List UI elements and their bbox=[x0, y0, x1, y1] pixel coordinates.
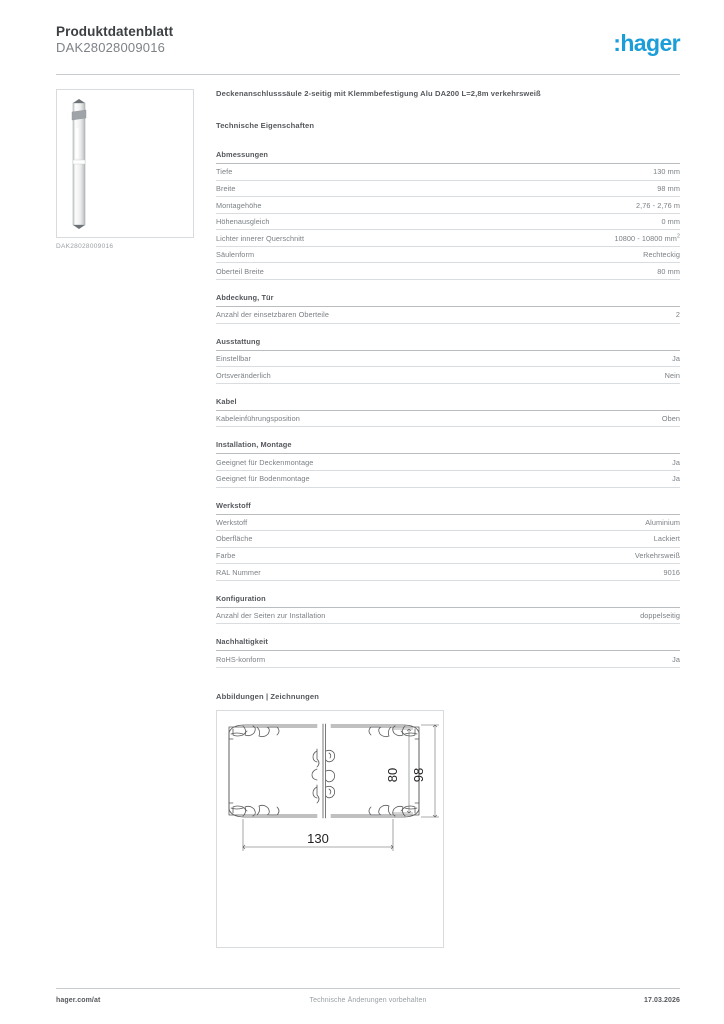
spec-row bbox=[216, 351, 680, 368]
spec-section bbox=[216, 337, 680, 384]
spec-row bbox=[216, 411, 680, 428]
spec-value: doppelseitig bbox=[640, 611, 680, 621]
footer-divider bbox=[56, 988, 680, 989]
spec-label: Tiefe bbox=[216, 167, 233, 177]
spec-label: Oberfläche bbox=[216, 534, 253, 544]
spec-section-title: Werkstoff bbox=[216, 501, 680, 515]
product-column-illustration bbox=[69, 98, 91, 231]
spec-row bbox=[216, 214, 680, 231]
spec-row bbox=[216, 263, 680, 280]
spec-section bbox=[216, 501, 680, 581]
spec-section-title: Ausstattung bbox=[216, 337, 680, 351]
spec-section bbox=[216, 637, 680, 668]
spec-value: Verkehrsweiß bbox=[634, 551, 680, 561]
product-image-box bbox=[56, 89, 194, 238]
page-header bbox=[56, 24, 680, 72]
spec-value: 130 mm bbox=[653, 167, 680, 177]
spec-label: Anzahl der Seiten zur Installation bbox=[216, 611, 326, 621]
main-content bbox=[216, 89, 680, 948]
spec-section-title: Kabel bbox=[216, 397, 680, 411]
technical-properties-heading: Technische Eigenschaften bbox=[216, 121, 315, 130]
spec-value: Nein bbox=[664, 370, 680, 380]
page-title: Produktdatenblatt bbox=[56, 24, 174, 39]
spec-label: Geeignet für Deckenmontage bbox=[216, 457, 314, 467]
spec-row bbox=[216, 247, 680, 264]
spec-section bbox=[216, 293, 680, 324]
spec-value: Ja bbox=[672, 654, 680, 664]
spec-section-title: Abdeckung, Tür bbox=[216, 293, 680, 307]
spec-row bbox=[216, 651, 680, 668]
spec-value: 80 mm bbox=[657, 266, 680, 276]
spec-section-title: Konfiguration bbox=[216, 594, 680, 608]
spec-value: Ja bbox=[672, 474, 680, 484]
hager-logo: :hager bbox=[613, 30, 680, 56]
spec-label: Einstellbar bbox=[216, 354, 251, 364]
spec-section-title: Abmessungen bbox=[216, 150, 680, 164]
spec-row bbox=[216, 307, 680, 324]
spec-label: Oberteil Breite bbox=[216, 266, 264, 276]
spec-label: Montagehöhe bbox=[216, 200, 262, 210]
spec-row bbox=[216, 531, 680, 548]
spec-sections bbox=[216, 150, 680, 668]
footer-website[interactable]: hager.com/at bbox=[56, 997, 101, 1004]
spec-section-title: Installation, Montage bbox=[216, 440, 680, 454]
spec-value: 2 bbox=[675, 310, 680, 320]
spec-section bbox=[216, 440, 680, 487]
article-number: DAK28028009016 bbox=[56, 40, 166, 55]
profile-cross-section-drawing bbox=[217, 711, 443, 947]
spec-section-title: Nachhaltigkeit bbox=[216, 637, 680, 651]
spec-row bbox=[216, 164, 680, 181]
spec-label: Kabeleinführungsposition bbox=[216, 414, 300, 424]
spec-section bbox=[216, 594, 680, 625]
spec-value: 9016 bbox=[663, 567, 680, 577]
page-footer bbox=[56, 997, 680, 1009]
spec-row bbox=[216, 608, 680, 625]
spec-row bbox=[216, 454, 680, 471]
spec-label: Breite bbox=[216, 183, 236, 193]
spec-label: Lichter innerer Querschnitt bbox=[216, 233, 305, 243]
spec-row bbox=[216, 564, 680, 581]
spec-label: Farbe bbox=[216, 551, 236, 561]
drawings-heading: Abbildungen | Zeichnungen bbox=[216, 691, 319, 701]
spec-value: 98 mm bbox=[657, 183, 680, 193]
spec-label: Anzahl der einsetzbaren Oberteile bbox=[216, 310, 329, 320]
spec-label: RoHS-konform bbox=[216, 654, 266, 664]
spec-value: 0 mm bbox=[661, 217, 680, 227]
spec-value: Lackiert bbox=[653, 534, 680, 544]
spec-row bbox=[216, 230, 680, 247]
spec-section bbox=[216, 397, 680, 428]
spec-label: Säulenform bbox=[216, 250, 255, 260]
product-description: Deckenanschlusssäule 2-seitig mit Klemmbefestigung Alu DA200 L=2,8m verkehrsweiß bbox=[216, 89, 541, 98]
dimension-label-80: 80 bbox=[385, 767, 400, 783]
spec-row bbox=[216, 471, 680, 488]
spec-value: Aluminium bbox=[645, 517, 680, 527]
product-image-caption: DAK28028009016 bbox=[56, 243, 114, 250]
spec-label: RAL Nummer bbox=[216, 567, 261, 577]
footer-disclaimer: Technische Änderungen vorbehalten bbox=[309, 997, 427, 1004]
dimension-label-98: 98 bbox=[411, 767, 426, 783]
spec-value: Ja bbox=[672, 457, 680, 467]
spec-section bbox=[216, 150, 680, 280]
spec-label: Geeignet für Bodenmontage bbox=[216, 474, 310, 484]
spec-row bbox=[216, 515, 680, 532]
spec-label: Höhenausgleich bbox=[216, 217, 270, 227]
spec-row bbox=[216, 367, 680, 384]
spec-row bbox=[216, 548, 680, 565]
spec-label: Werkstoff bbox=[216, 517, 248, 527]
spec-label: Ortsveränderlich bbox=[216, 370, 271, 380]
spec-value: 10800 - 10800 $mm^2$ bbox=[614, 233, 680, 243]
technical-drawing-box bbox=[216, 710, 444, 948]
spec-value: Ja bbox=[672, 354, 680, 364]
header-divider bbox=[56, 74, 680, 75]
spec-value: 2,76 - 2,76 m bbox=[635, 200, 680, 210]
spec-value: Rechteckig bbox=[643, 250, 680, 260]
dimension-label-130: 130 bbox=[307, 830, 329, 846]
spec-row bbox=[216, 181, 680, 198]
footer-date: 17.03.2026 bbox=[643, 997, 680, 1004]
spec-row bbox=[216, 197, 680, 214]
spec-value: Oben bbox=[661, 414, 680, 424]
